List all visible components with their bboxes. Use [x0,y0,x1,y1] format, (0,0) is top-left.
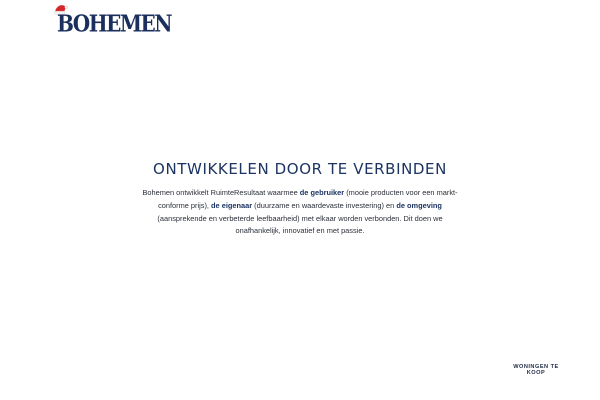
intro-text-2: (mooie producten voor een markt-conforme prijs), [158,188,458,210]
homes-link-line2: KOOP [526,370,546,377]
bohemen-logo[interactable] [55,5,172,38]
highlight-environment: de omgeving [396,200,442,210]
intro-paragraph [140,187,460,238]
intro-text-3: (duurzame en waardevaste investering) en [252,200,397,210]
logo-wordmark: BOHEMEN [57,9,172,38]
homes-link-line1: WONINGEN TE [513,364,559,370]
intro-text-1: Bohemen ontwikkelt RuimteResultaat waarmee [142,188,300,197]
page-title: ONTWIKKELEN DOOR TE VERBINDEN [153,160,447,178]
highlight-user: de gebruiker [299,188,345,197]
homes-for-sale-link[interactable] [506,364,566,377]
highlight-owner: de eigenaar [211,200,253,210]
intro-section [140,160,460,238]
intro-text-4: (aansprekende en verbeterde leefbaarheid) met elkaar worden verbonden. Dit doen we onafhankelijk, innovatief en met passie. [157,213,443,236]
